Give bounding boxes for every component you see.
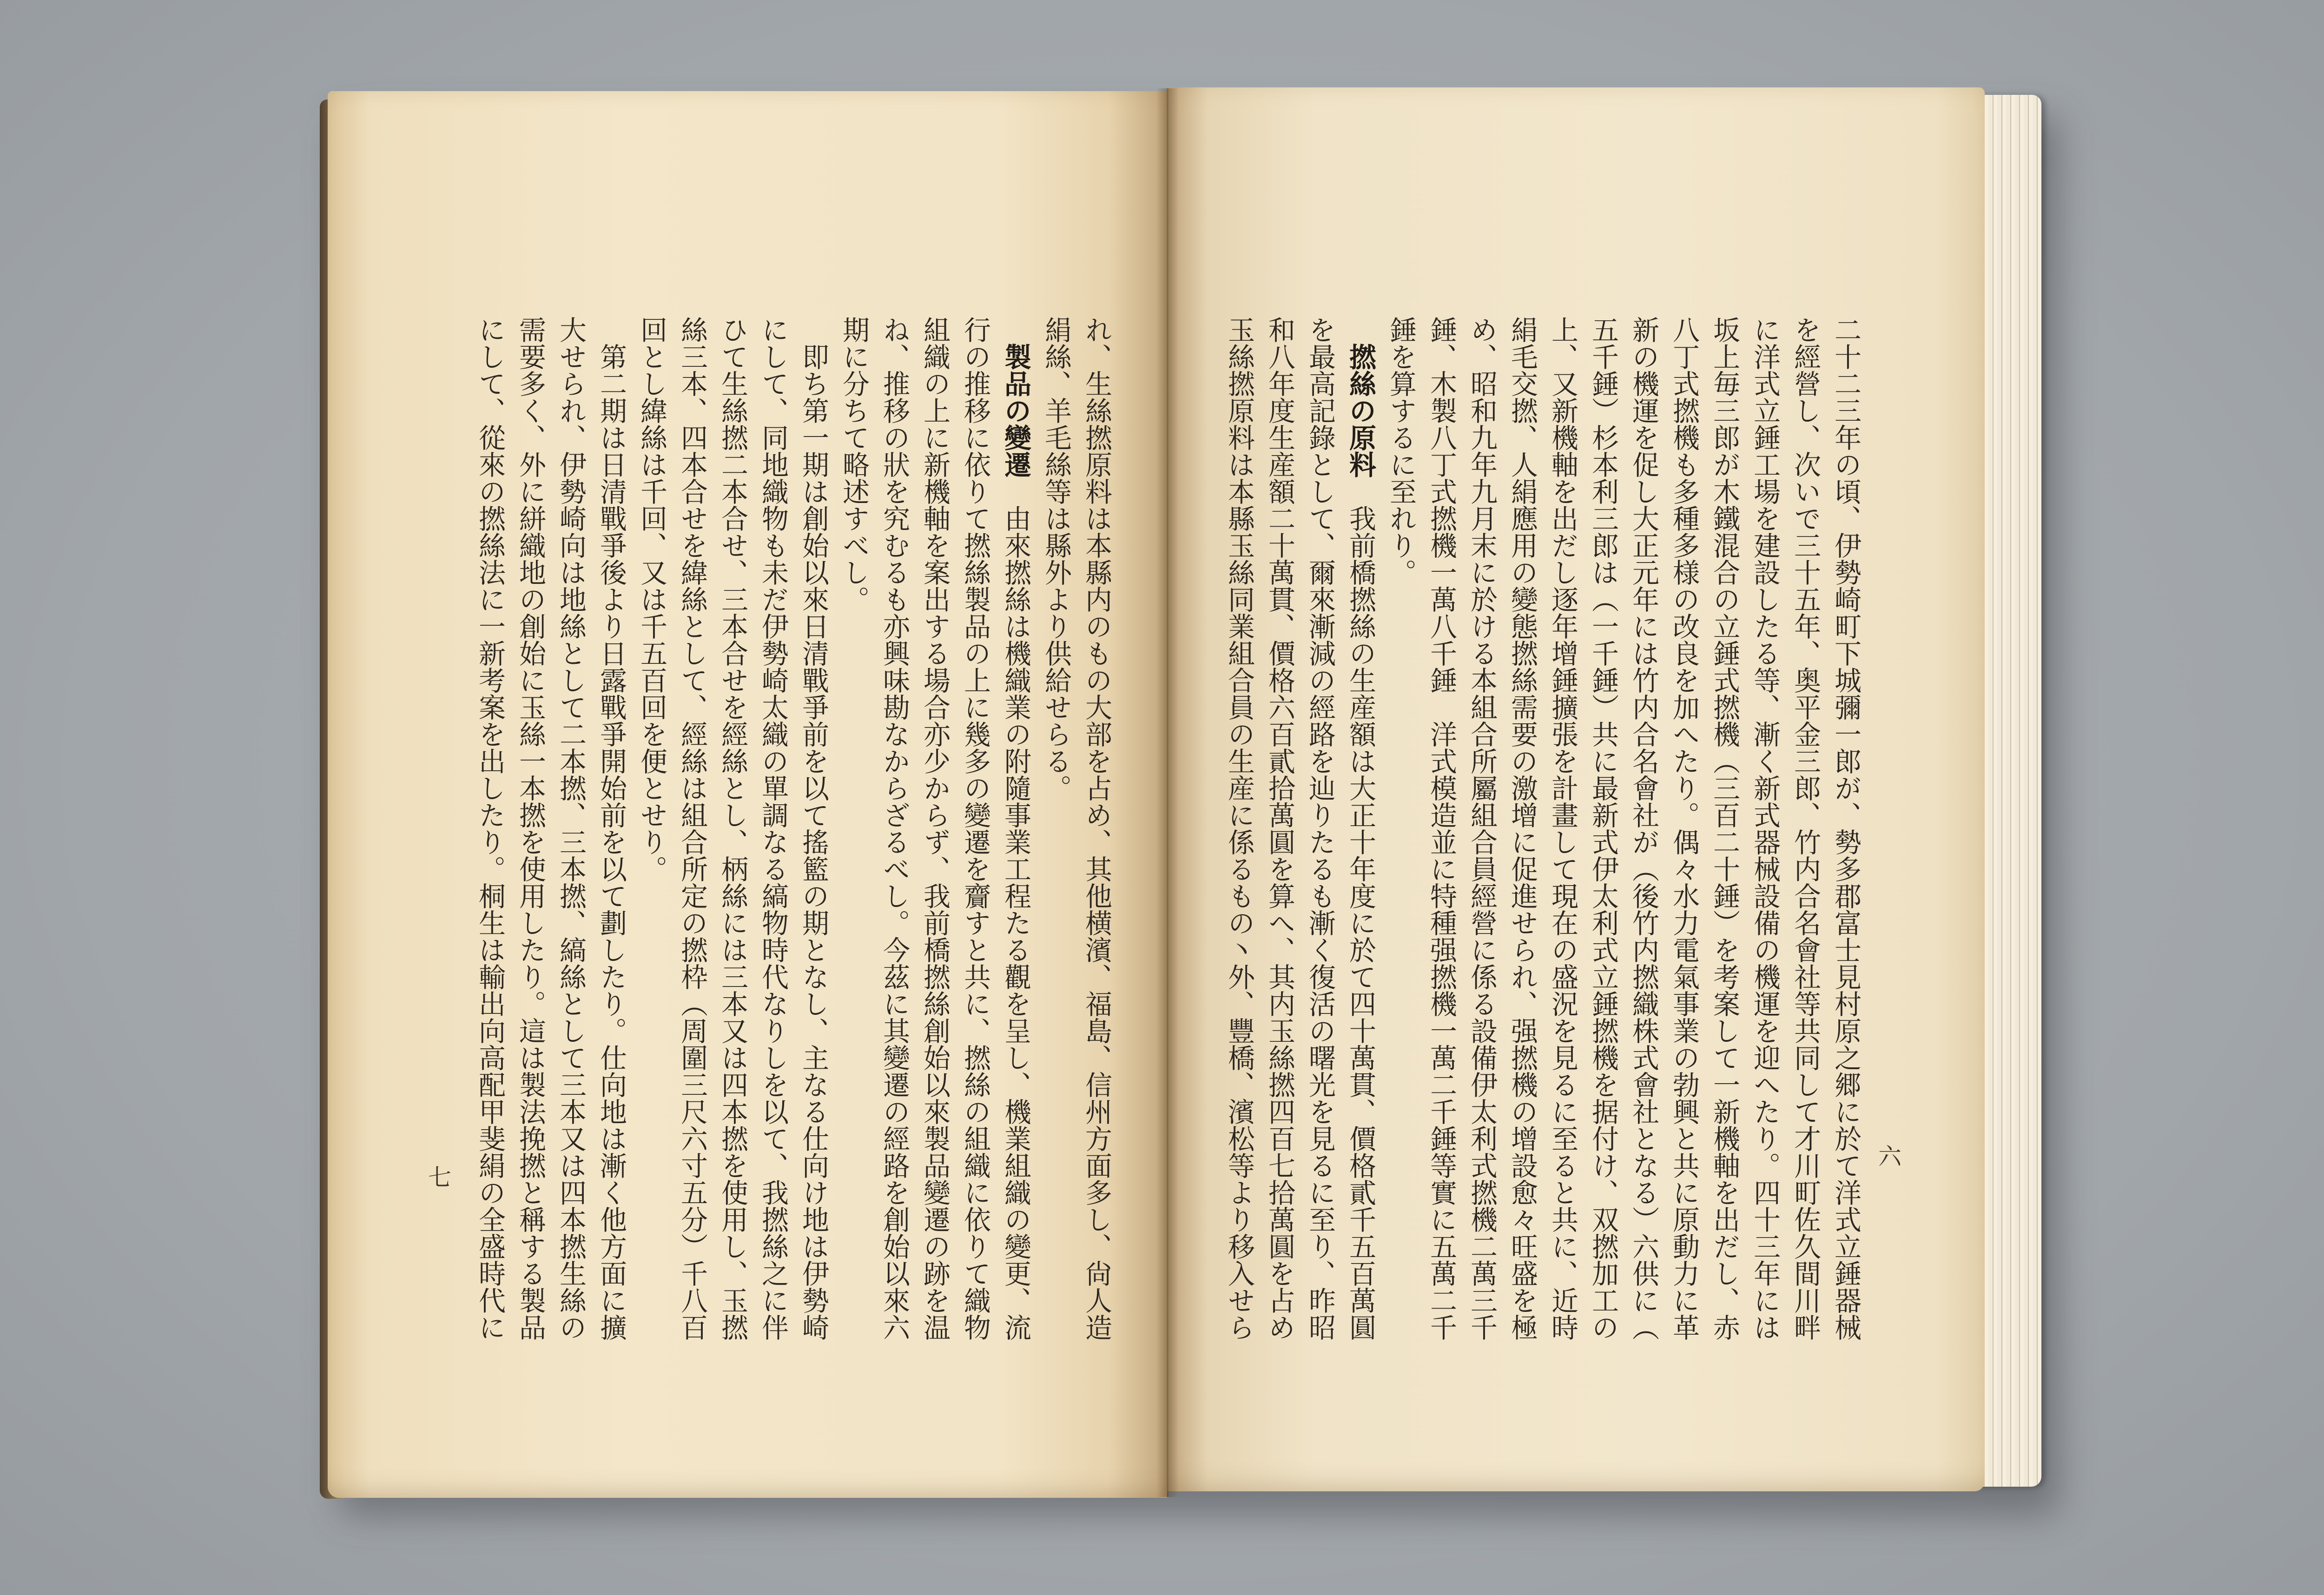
text-column: 新の機運を促し大正元年には竹内合名會社が（後竹内撚織株式會社となる）六供に（ [1628, 316, 1659, 1341]
text-column: め、昭和九年九月末に於ける本組合所屬組合員經營に係る設備伊太利式撚機二萬三千 [1466, 316, 1498, 1341]
text-column: 錘、木製八丁式撚機一萬八千錘 洋式模造並に特種强撚機一萬二千錘等實に五萬二千 [1426, 316, 1457, 1341]
left-page-text [469, 316, 1116, 1357]
text-column: 需要多く、外に絣織地の創始に玉絲一本撚を使用したり。這は製法挽撚と稱する製品 [515, 316, 546, 1341]
text-column: 絲三本、四本合せを緯絲として、經絲は組合所定の撚枠（周圍三尺六寸五分）千八百 [676, 316, 708, 1341]
text-column: 絹毛交撚、人絹應用の變態撚絲需要の激增に促進せられ、强撚機の增設愈々旺盛を極 [1506, 316, 1538, 1341]
text-column: 第二期は日清戰爭後より日露戰爭開始前を以て劃したり。仕向地は漸く他方面に擴 [595, 343, 627, 1341]
text-column: 大せられ、伊勢崎向は地絲として二本撚、三本撚、縞絲として三本又は四本撚生絲の [555, 316, 587, 1341]
section-heading: 製品の變遷 [1000, 343, 1031, 478]
text-column: を經營し、次いで三十五年、奥平金三郎、竹内合名會社等共同して才川町佐久間川畔 [1789, 316, 1821, 1341]
text-column: にして、從來の撚絲法に一新考案を出したり。桐生は輸出向高配甲斐絹の全盛時代に [474, 316, 506, 1341]
section-heading: 撚絲の原料 [1345, 343, 1376, 478]
text-column [1340, 316, 1380, 1357]
text-column: 絹絲、羊毛絲等は縣外より供給せらる。 [1040, 316, 1072, 801]
text-column [995, 316, 1036, 1357]
text-column: にして、同地織物も未だ伊勢崎太織の單調なる縞物時代なりしを以て、我撚絲之に伴 [757, 316, 789, 1341]
left-page [328, 91, 1167, 1498]
text-column: 五千錘）杉本利三郎は（一千錘）共に最新式伊太利式立錘撚機を据付け、双撚加工の [1587, 316, 1619, 1341]
column-text: 由來撚絲は機織業の附隨事業工程たる觀を呈し、機業組織の變更、流 [1000, 505, 1031, 1341]
text-column: 組織の上に新機軸を案出する場合亦少からず、我前橋撚絲創始以來製品變遷の跡を温 [919, 316, 951, 1341]
right-page-text [1219, 316, 1866, 1357]
right-page [1167, 87, 1985, 1491]
text-column: 八丁式撚機も多種多様の改良を加へたり。偶々水力電氣事業の勃興と共に原動力に革 [1668, 316, 1700, 1341]
text-column: ね、推移の狀を究むるも亦興味勘なからざるべし。今茲に其變遷の經路を創始以來六 [878, 316, 910, 1341]
text-column: 玉絲撚原料は本縣玉絲同業組合員の生産に係るもの丶外、豐橋、濱松等より移入せら [1223, 316, 1255, 1341]
column-text: 我前橋撚絲の生産額は大正十年度に於て四十萬貫、價格貳千五百萬圓 [1345, 505, 1376, 1341]
text-column: 錘を算するに至れり。 [1385, 316, 1417, 586]
text-column: を最高記錄として、爾來漸減の經路を辿りたるも漸く復活の曙光を見るに至り、昨昭 [1304, 316, 1336, 1341]
text-column: れ、生絲撚原料は本縣内のもの大部を占め、其他横濱、福島、信州方面多し、尙人造 [1081, 316, 1112, 1341]
text-column: 二十二三年の頃、伊勢崎町下城彌一郎が、勢多郡富士見村原之郷に於て洋式立錘器械 [1830, 316, 1862, 1341]
text-column: 行の推移に依りて撚絲製品の上に幾多の變遷を齎すと共に、撚絲の組織に依りて織物 [959, 316, 991, 1341]
text-column: 回とし緯絲は千回、又は千五百回を便とせり。 [636, 316, 667, 882]
page-number: 六 [1878, 1143, 1901, 1170]
text-column: 期に分ちて略述すべし。 [838, 316, 870, 613]
text-column: 即ち第一期は創始以來日清戰爭前を以て搖籃の期となし、主なる仕向け地は伊勢崎 [798, 343, 829, 1341]
text-column: 坂上毎三郎が木鐵混合の立錘式撚機（三百二十錘）を考案して一新機軸を出だし、赤 [1709, 316, 1740, 1341]
page-number: 七 [428, 1164, 451, 1191]
text-column: に洋式立錘工場を建設したる等、漸く新式器械設備の機運を迎へたり。四十三年には [1749, 316, 1781, 1341]
text-column: 和八年度生産額二十萬貫、價格六百貳拾萬圓を算へ、其内玉絲撚四百七拾萬圓を占め [1264, 316, 1295, 1341]
text-column: 上、又新機軸を出だし逐年增錘擴張を計畫して現在の盛況を見るに至ると共に、近時 [1547, 316, 1578, 1341]
text-column: ひて生絲撚二本合せ、三本合せを經絲とし、柄絲には三本又は四本撚を使用し、玉撚 [717, 316, 748, 1341]
book-gutter [1156, 88, 1179, 1497]
